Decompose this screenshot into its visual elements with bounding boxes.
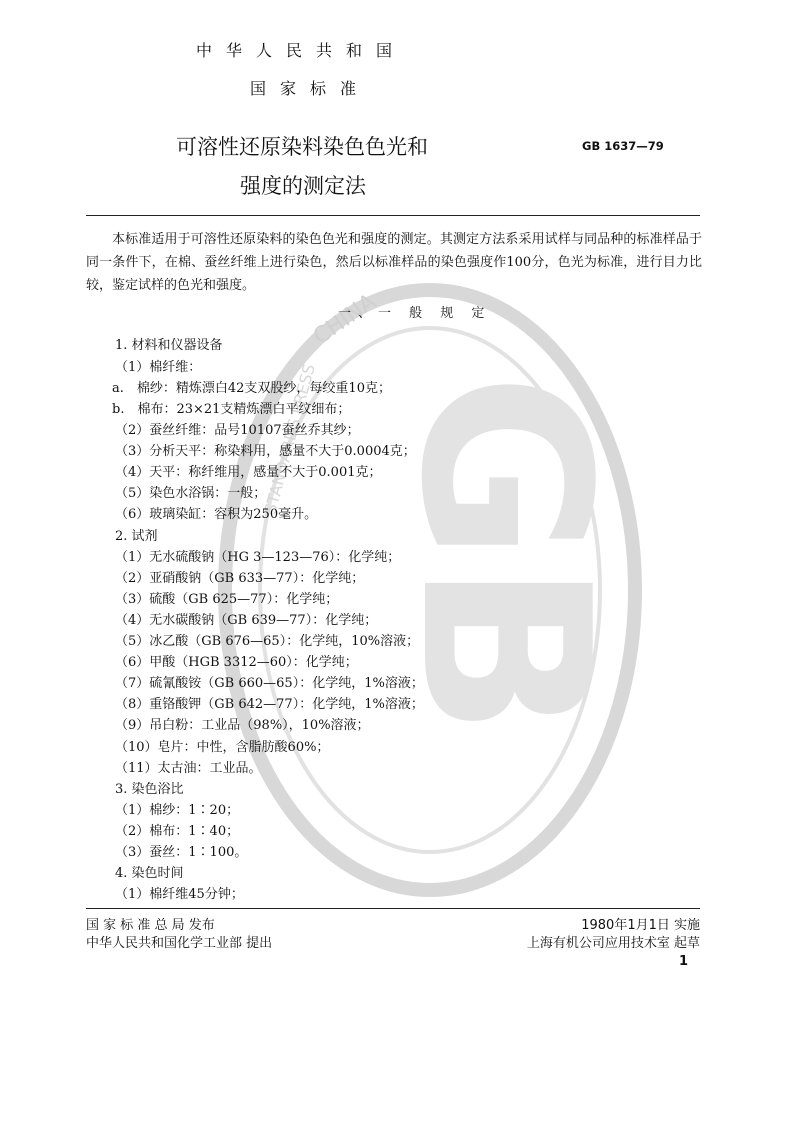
list-item: （5）染色水浴锅：一般； [115, 486, 267, 501]
list-item: （11）太古油：工业品。 [115, 761, 262, 776]
list-item: 2. 试剂 [115, 529, 158, 544]
footer-effective-date: 1980年1月1日 实施 [581, 918, 700, 933]
list-item: 1. 材料和仪器设备 [115, 338, 223, 353]
list-item: （3）硫酸（GB 625—77）：化学纯； [115, 592, 339, 607]
footer-drafted-by: 上海有机公司应用技术室 起草 [526, 936, 700, 951]
document-title-line-2: 强度的测定法 [240, 174, 366, 198]
document-title-line-1: 可溶性还原染料染色色光和 [176, 135, 428, 159]
standard-code: GB 1637—79 [582, 139, 664, 153]
list-item: （2）棉布：1∶40； [115, 824, 240, 839]
section-title: 一、一 般 规 定 [338, 306, 492, 321]
footer-divider [86, 908, 700, 909]
list-item: （4）天平：称纤维用，感量不大于0.001克； [115, 465, 382, 480]
list-item: （1）棉纤维： [115, 360, 202, 375]
list-item: （5）冰乙酸（GB 676—65）：化学纯，10%溶液； [115, 634, 420, 649]
list-item: a. 棉纱：精炼漂白42支双股纱，每绞重10克； [112, 381, 391, 396]
list-item: （6）甲酸（HGB 3312—60）：化学纯； [115, 655, 358, 670]
list-item: （10）皂片：中性，含脂肪酸60%； [115, 740, 330, 755]
list-item: （1）棉纤维45分钟； [115, 887, 244, 902]
list-item: （9）吊白粉：工业品（98%），10%溶液； [115, 718, 370, 733]
list-item: （3）蚕丝：1∶100。 [115, 845, 248, 860]
list-item: （7）硫氰酸铵（GB 660—65）：化学纯，1%溶液； [115, 676, 424, 691]
header-line-2: 国家标准 [250, 79, 371, 98]
list-item: （4）无水碳酸钠（GB 639—77）：化学纯； [115, 613, 378, 628]
list-item: （1）棉纱：1∶20； [115, 803, 240, 818]
page-number: 1 [678, 954, 688, 969]
list-item: （6）玻璃染缸：容积为250毫升。 [115, 507, 318, 522]
list-item: b. 棉布：23×21支精炼漂白平纹细布； [112, 402, 351, 417]
watermark-letters: GB [370, 372, 637, 738]
intro-paragraph: 本标准适用于可溶性还原染料的染色色光和强度的测定。其测定方法系采用试样与同品种的标准样品于同一条件下，在棉、蚕丝纤维上进行染色，然后以标准样品的染色强度作100分，色光为标准，进行目力比较，鉴定试样的色光和强度。 [86, 232, 702, 293]
header-line-1: 中华人民共和国 [196, 41, 407, 60]
watermark-ring-text-2: STANDARDS PRESS [260, 361, 319, 517]
watermark-ring-text: CHINA [309, 289, 381, 350]
footer-issued-by: 国 家 标 准 总 局 发布 [86, 918, 215, 933]
list-item: （1）无水硫酸钠（HG 3—123—76）：化学纯； [115, 550, 401, 565]
list-item: （2）蚕丝纤维：品号10107蚕丝乔其纱； [115, 423, 360, 438]
list-item: （2）亚硝酸钠（GB 633—77）：化学纯； [115, 571, 365, 586]
title-divider [86, 215, 700, 216]
list-item: 3. 染色浴比 [115, 782, 184, 797]
list-item: （3）分析天平：称染料用，感量不大于0.0004克； [115, 444, 416, 459]
list-item: （8）重铬酸钾（GB 642—77）：化学纯，1%溶液； [115, 697, 424, 712]
footer-proposed-by: 中华人民共和国化学工业部 提出 [86, 936, 273, 951]
list-item: 4. 染色时间 [115, 866, 184, 881]
